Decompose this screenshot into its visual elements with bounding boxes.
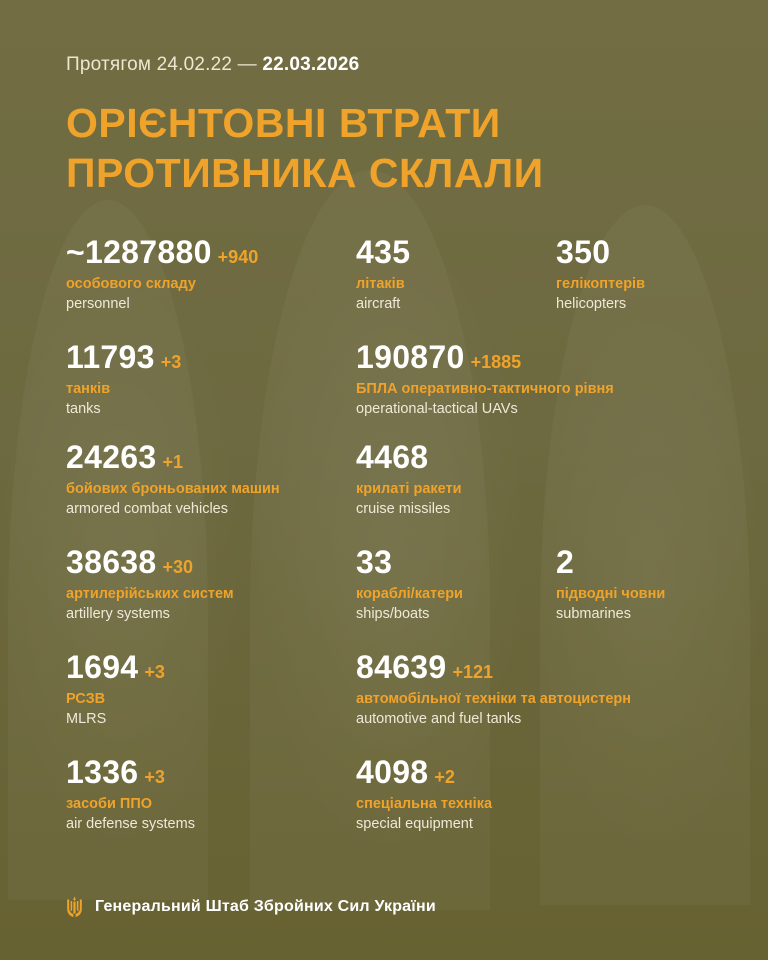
stat-item bbox=[556, 236, 645, 313]
page-title-line-2: ПРОТИВНИКА СКЛАЛИ bbox=[66, 150, 544, 197]
stat-label-en: operational-tactical UAVs bbox=[356, 401, 518, 418]
stat-label-ua: БПЛА оперативно-тактичного рівня bbox=[356, 381, 614, 398]
stat-label-en: artillery systems bbox=[66, 606, 170, 623]
stat-label-ua: підводні човни bbox=[556, 586, 666, 603]
stat-label-ua: літаків bbox=[356, 276, 405, 293]
stat-value: 435 bbox=[356, 234, 411, 271]
stat-delta: +30 bbox=[162, 557, 194, 578]
period-dash: — bbox=[237, 54, 257, 75]
stat-value: 1694 bbox=[66, 649, 139, 686]
stat-value-row bbox=[66, 339, 182, 376]
stat-value: ~1287880 bbox=[66, 234, 212, 271]
stat-label-ua: танків bbox=[66, 381, 111, 398]
stat-value: 38638 bbox=[66, 544, 157, 581]
stat-label-ua: РСЗВ bbox=[66, 691, 106, 708]
stat-value-row bbox=[66, 754, 195, 791]
stat-value-row bbox=[356, 234, 416, 271]
stat-label-en: tanks bbox=[66, 401, 101, 418]
stat-item bbox=[66, 756, 195, 833]
stat-delta: +3 bbox=[160, 352, 182, 373]
stat-item bbox=[356, 441, 462, 518]
stat-label-en: personnel bbox=[66, 296, 130, 313]
stat-label-ua: автомобільної техніки та автоцистерн bbox=[356, 691, 632, 708]
stat-value-row bbox=[356, 544, 463, 581]
stat-label-en: aircraft bbox=[356, 296, 401, 313]
stat-item bbox=[356, 236, 416, 313]
stat-value-row bbox=[66, 439, 280, 476]
footer-text: Генеральний Штаб Збройних Сил України bbox=[95, 898, 436, 915]
stat-label-ua: артилерійських систем bbox=[66, 586, 234, 603]
stat-label-en: ships/boats bbox=[356, 606, 430, 623]
stat-label-ua: особового складу bbox=[66, 276, 196, 293]
stat-value-row bbox=[66, 649, 165, 686]
page-title-line-1: ОРІЄНТОВНІ ВТРАТИ bbox=[66, 100, 501, 146]
stat-item bbox=[356, 341, 614, 418]
stats-grid bbox=[66, 236, 702, 836]
stat-value-row bbox=[66, 234, 259, 271]
stat-value: 11793 bbox=[66, 339, 155, 376]
stat-value-row bbox=[66, 544, 234, 581]
stat-value: 24263 bbox=[66, 439, 157, 476]
stat-label-ua: крилаті ракети bbox=[356, 481, 462, 498]
stat-label-en: special equipment bbox=[356, 816, 473, 833]
stat-label-en: helicopters bbox=[556, 296, 627, 313]
stat-value: 190870 bbox=[356, 339, 465, 376]
stat-item bbox=[66, 236, 258, 313]
stat-value: 1336 bbox=[66, 754, 139, 791]
stat-value-row bbox=[356, 339, 614, 376]
stat-label-en: armored combat vehicles bbox=[66, 501, 228, 518]
stat-item bbox=[556, 546, 665, 623]
stat-delta: +3 bbox=[144, 662, 165, 683]
stat-item bbox=[356, 651, 631, 728]
period-prefix: Протягом bbox=[66, 54, 152, 75]
stat-label-ua: гелікоптерів bbox=[556, 276, 645, 293]
stat-label-en: automotive and fuel tanks bbox=[356, 711, 522, 728]
stat-delta: +1 bbox=[162, 452, 184, 473]
period-line bbox=[66, 0, 702, 76]
stat-delta: +1885 bbox=[470, 352, 522, 373]
stat-label-ua: бойових броньованих машин bbox=[66, 481, 280, 498]
trident-icon bbox=[66, 896, 83, 918]
stat-label-en: cruise missiles bbox=[356, 501, 451, 518]
stat-value-row bbox=[556, 544, 665, 581]
stat-item bbox=[66, 341, 181, 418]
stat-label-en: air defense systems bbox=[66, 816, 195, 833]
stat-item bbox=[66, 651, 165, 728]
period-end-date: 22.03.2026 bbox=[262, 54, 360, 75]
stat-value: 84639 bbox=[356, 649, 447, 686]
stat-value: 33 bbox=[356, 544, 393, 581]
stat-value: 4098 bbox=[356, 754, 429, 791]
stat-label-en: submarines bbox=[556, 606, 631, 623]
stat-delta: +2 bbox=[434, 767, 455, 788]
stat-value-row bbox=[356, 754, 492, 791]
stat-item bbox=[356, 756, 492, 833]
stat-value: 350 bbox=[556, 234, 611, 271]
stat-delta: +3 bbox=[144, 767, 165, 788]
stat-item bbox=[356, 546, 463, 623]
stat-value-row bbox=[556, 234, 645, 271]
stat-item bbox=[66, 441, 280, 518]
stat-label-ua: спеціальна техніка bbox=[356, 796, 493, 813]
footer bbox=[66, 896, 436, 918]
stat-value-row bbox=[356, 649, 631, 686]
stat-value: 2 bbox=[556, 544, 575, 581]
stat-item bbox=[66, 546, 234, 623]
page-title bbox=[66, 98, 702, 198]
period-start-date: 24.02.22 bbox=[156, 54, 233, 75]
stat-delta: +940 bbox=[217, 247, 259, 268]
stat-value: 4468 bbox=[356, 439, 429, 476]
stat-label-ua: засоби ППО bbox=[66, 796, 153, 813]
stat-label-ua: кораблі/катери bbox=[356, 586, 463, 603]
stat-delta: +121 bbox=[452, 662, 494, 683]
stat-label-en: MLRS bbox=[66, 711, 107, 728]
stat-value-row bbox=[356, 439, 462, 476]
